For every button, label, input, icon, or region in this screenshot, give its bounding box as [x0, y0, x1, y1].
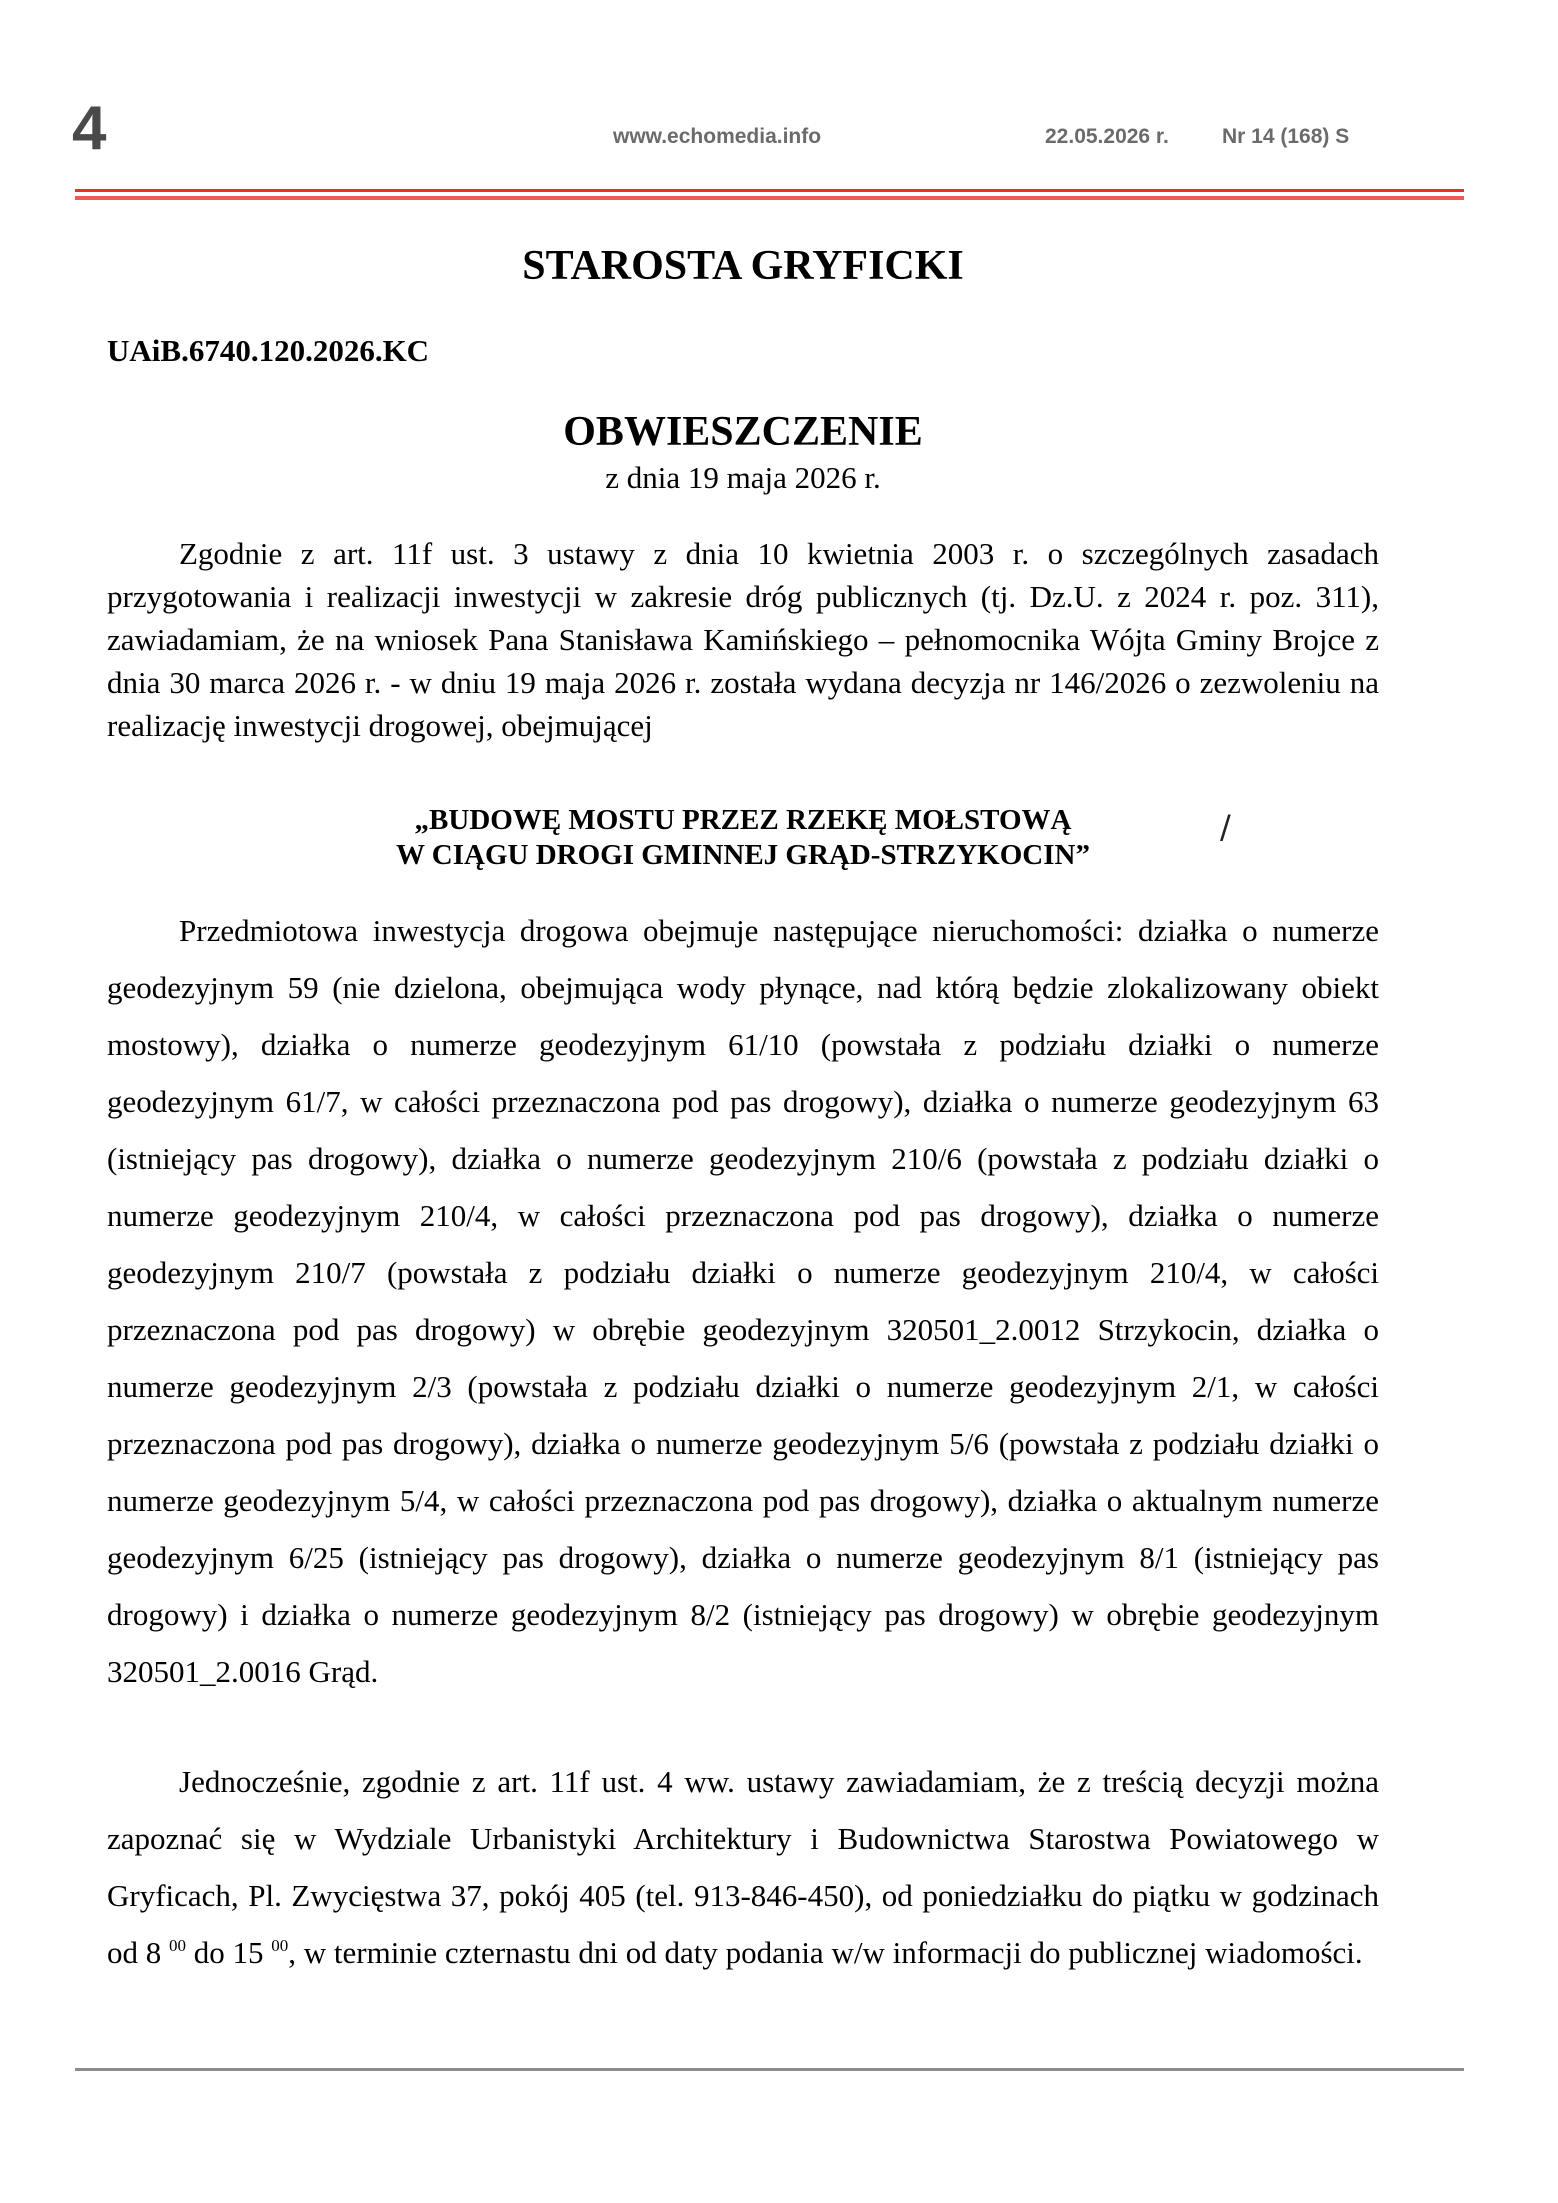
header-divider-bottom: [75, 196, 1464, 200]
subject-line-1: „BUDOWĘ MOSTU PRZEZ RZEKĘ MOŁSTOWĄ: [414, 804, 1072, 836]
hour-to-minutes: 00: [271, 1936, 289, 1955]
handwritten-slash-mark: /: [1220, 808, 1231, 846]
parcels-paragraph: Przedmiotowa inwestycja drogowa obejmuje następujące nieruchomości: działka o numerze geodezyjnym 59 (nie dzielona, obejmująca wody płynące, nad którą będzie zlokalizowany obiekt mostowy), działka o numerze geodezyjnym 61/10 (powstała z podziału działki o numerze geodezyjnym 61/7, w całości przeznaczona pod pas drogowy), działka o numerze geodezyjnym 63 (istniejący pas drogowy), działka o numerze geodezyjnym 210/6 (powstała z podziału działki o numerze geodezyjnym 210/4, w całości przeznaczona pod pas drogowy), działka o numerze geodezyjnym 210/7 (powstała z podziału działki o numerze geodezyjnym 210/4, w całości przeznaczona pod pas drogowy) w obrębie geodezyjnym 320501_2.0012 Strzykocin, działka o numerze geodezyjnym 2/3 (powstała z podziału działki o numerze geodezyjnym 2/1, w całości przeznaczona pod pas drogowy), działka o numerze geodezyjnym 5/6 (powstała z podziału działki o numerze geodezyjnym 5/4, w całości przeznaczona pod pas drogowy), działka o aktualnym numerze geodezyjnym 6/25 (istniejący pas drogowy), działka o numerze geodezyjnym 8/1 (istniejący pas drogowy) i działka o numerze geodezyjnym 8/2 (istniejący pas drogowy) w obrębie geodezyjnym 320501_2.0016 Grąd.: [107, 913, 1379, 1689]
reference-number: UAiB.6740.120.2026.KC: [107, 333, 430, 368]
header-divider-top: [75, 189, 1464, 192]
notice-date: z dnia 19 maja 2026 r.: [605, 460, 881, 495]
header-date: 22.05.2026 r.: [1045, 125, 1169, 148]
issuer-heading: STAROSTA GRYFICKI: [522, 243, 964, 289]
subject-line-2: W CIĄGU DROGI GMINNEJ GRĄD-STRZYKOCIN”: [396, 839, 1090, 871]
office-hours-paragraph: [107, 1753, 1379, 1981]
hour-from-minutes: 00: [169, 1936, 186, 1955]
header-issue-number: Nr 14 (168) S: [1222, 125, 1350, 148]
notice-title: OBWIESZCZENIE: [563, 409, 923, 455]
footer-divider: [75, 2068, 1464, 2071]
investment-subject: [0, 803, 1486, 873]
header-website: www.echomedia.info: [613, 125, 822, 148]
intro-paragraph: Zgodnie z art. 11f ust. 3 ustawy z dnia 10 kwietnia 2003 r. o szczególnych zasadach przygotowania i realizacji inwestycji w zakresie dróg publicznych (tj. Dz.U. z 2024 r. poz. 311), zawiadamiam, że na wniosek Pana Stanisława Kamińskiego – pełnomocnika Wójta Gminy Brojce z dnia 30 marca 2026 r. - w dniu 19 maja 2026 r. została wydana decyzja nr 146/2026 o zezwoleniu na realizację inwestycji drogowej, obejmującej: [107, 536, 1379, 743]
page-number: 4: [72, 94, 107, 163]
office-hours-text-c: , w terminie czternastu dni od daty podania w/w informacji do publicznej wiadomości.: [288, 1935, 1363, 1970]
office-hours-text-b: do 15: [186, 1935, 264, 1970]
office-hours-text-a: Jednocześnie, zgodnie z art. 11f ust. 4 ww. ustawy zawiadamiam, że z treścią decyzji można zapoznać się w Wydziale Urbanistyki Architektury i Budownictwa Starostwa Powiatowego w Gryficach, Pl. Zwycięstwa 37, pokój 405 (tel. 913-846-450), od poniedziałku do piątku w godzinach od 8: [107, 1764, 1379, 1970]
